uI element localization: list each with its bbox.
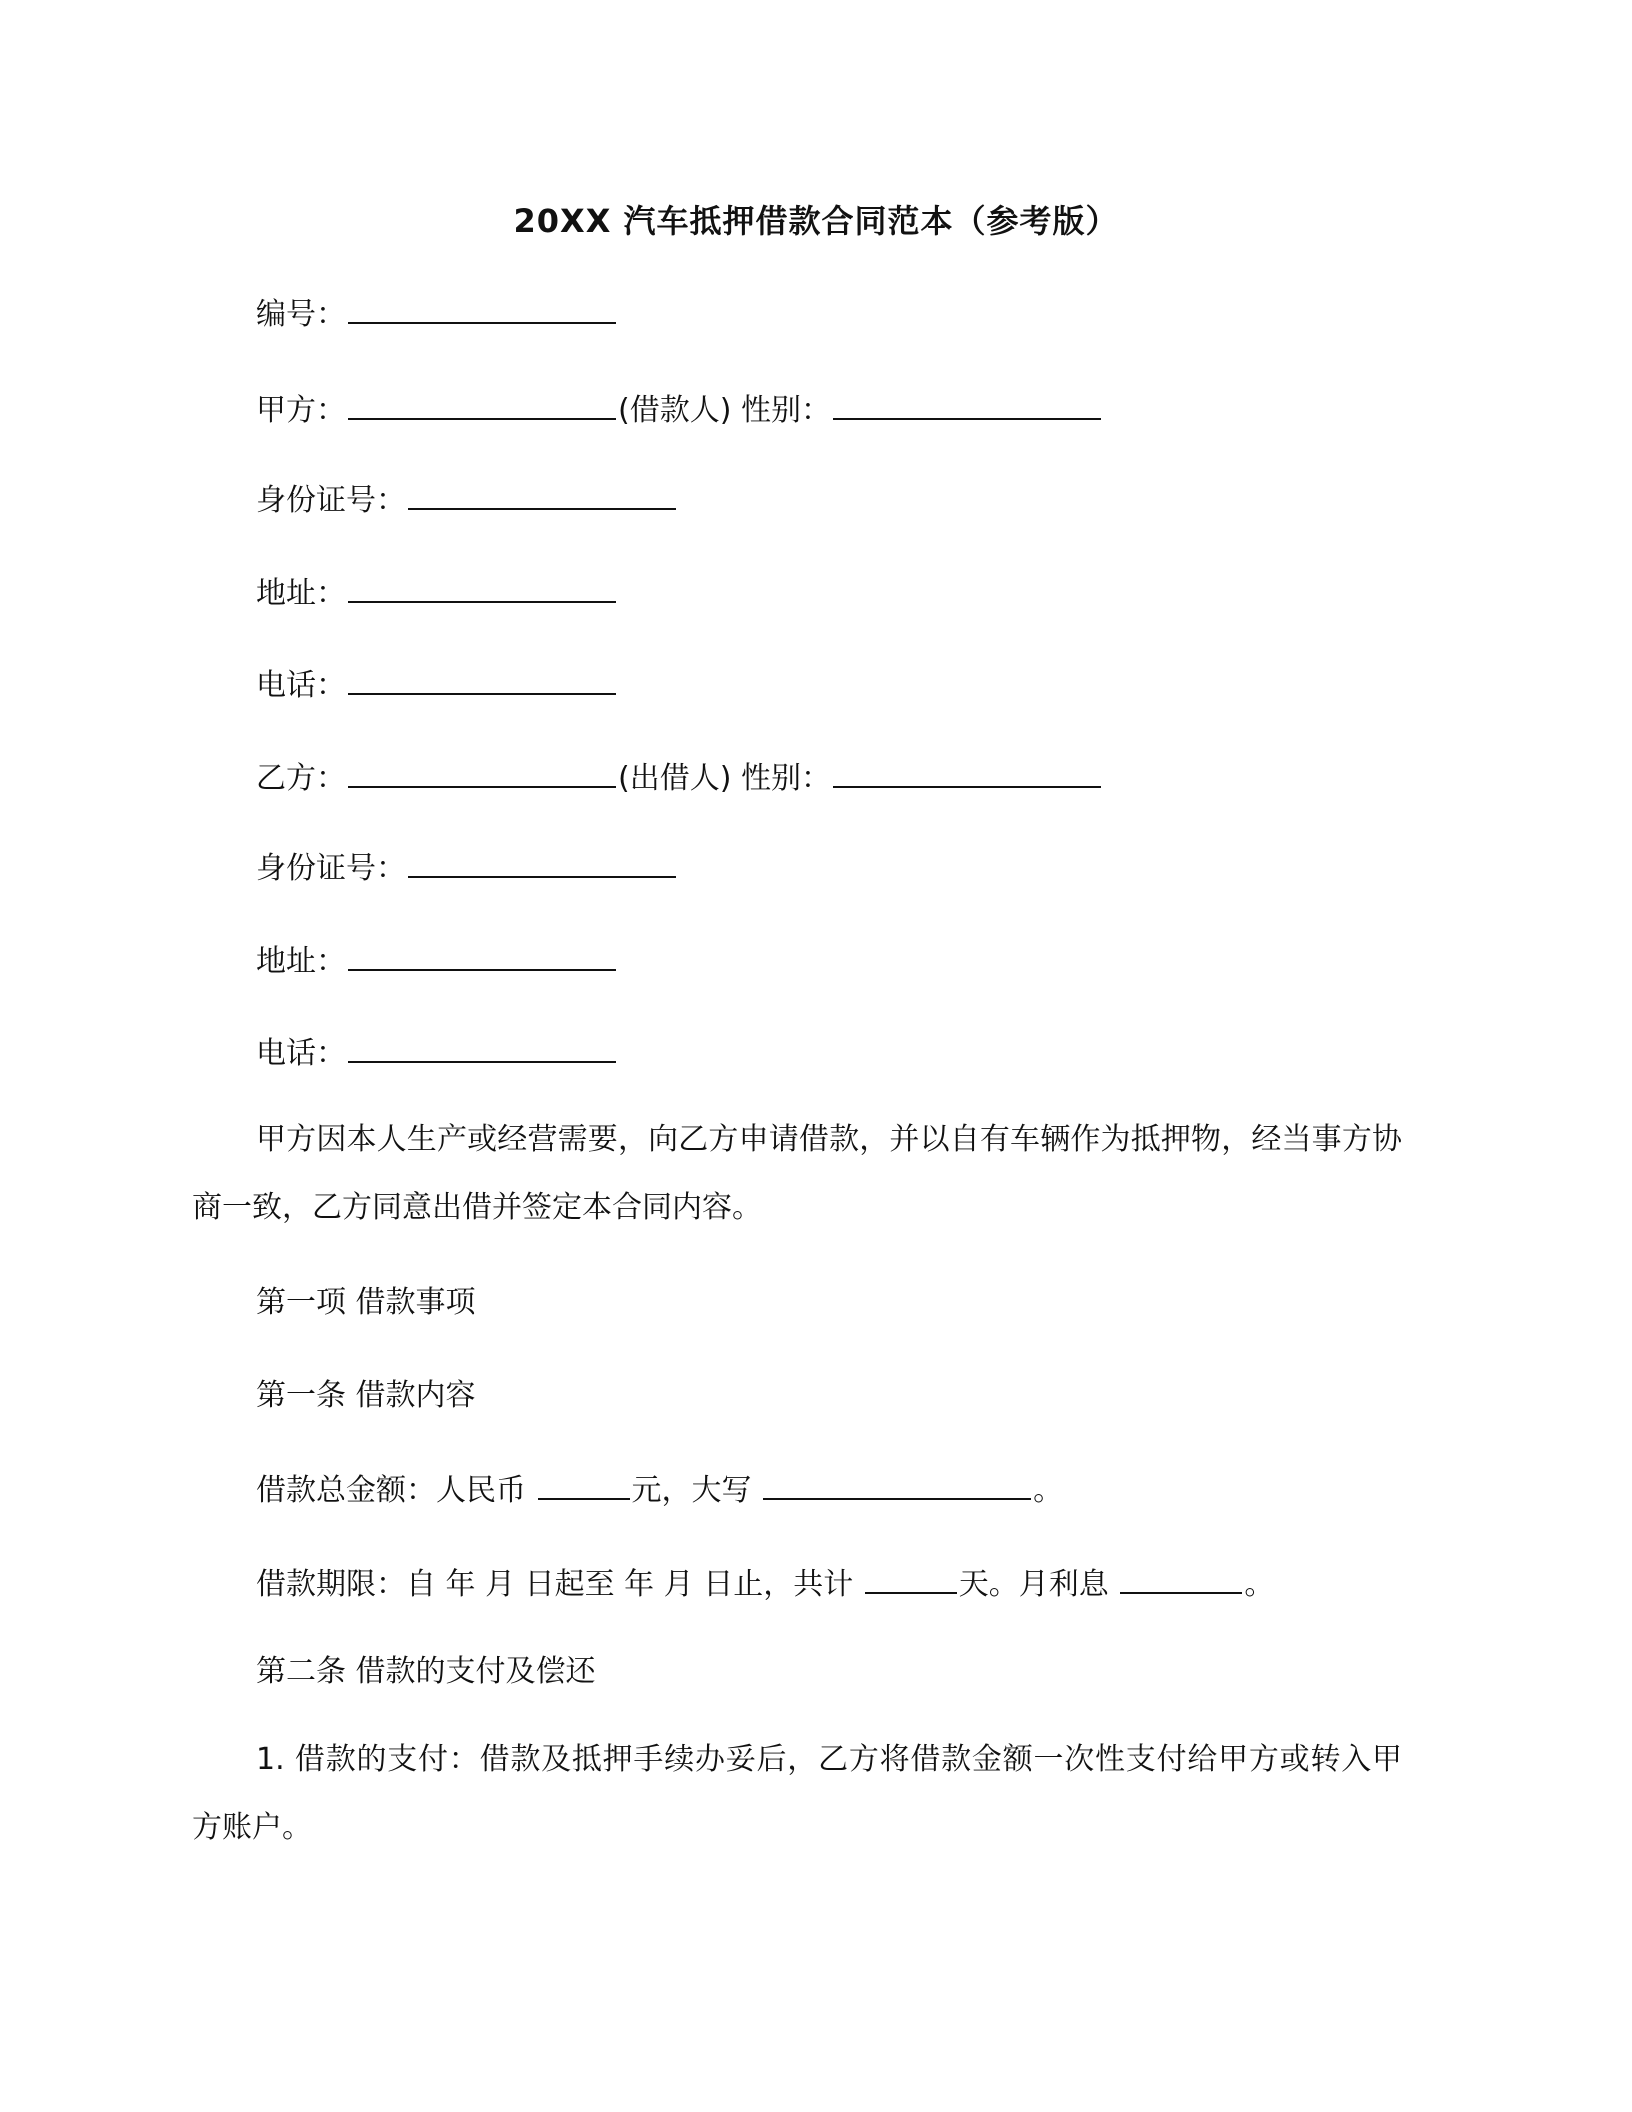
party-a-address-label: 地址： [256,576,346,611]
party-a-id-label: 身份证号： [256,483,406,518]
party-a-phone-blank[interactable] [348,663,616,695]
party-a-role-label: (借款人) 性别： [618,393,831,428]
loan-term-label: 借款期限：自 年 月 日起至 年 月 日止，共计 [256,1567,854,1602]
monthly-interest-label: 天。月利息 [958,1567,1109,1602]
loan-amount-words-blank[interactable] [763,1468,1031,1500]
loan-term-row [256,1562,1274,1605]
section-heading: 第一项 借款事项 [256,1285,476,1320]
party-b-gender-blank[interactable] [833,756,1101,788]
party-b-address-blank[interactable] [348,939,616,971]
contract-number-blank[interactable] [348,292,616,324]
party-b-role-label: (出借人) 性别： [618,761,831,796]
party-b-address-row [256,939,618,982]
loan-amount-unit: 元，大写 [631,1473,752,1508]
party-a-gender-blank[interactable] [833,388,1101,420]
party-b-row [256,756,1103,799]
party-b-name-blank[interactable] [348,756,616,788]
party-a-id-row [256,478,678,521]
party-b-label: 乙方： [256,761,346,796]
loan-amount-label: 借款总金额：人民币 [256,1473,526,1508]
loan-amount-row [256,1468,1063,1511]
party-a-label: 甲方： [256,393,346,428]
loan-days-blank[interactable] [865,1562,957,1594]
party-a-phone-row [256,663,618,706]
party-a-name-blank[interactable] [348,388,616,420]
loan-amount-figure-blank[interactable] [538,1468,630,1500]
party-a-address-row [256,571,618,614]
contract-number-label: 编号： [256,297,346,332]
party-b-phone-row [256,1031,618,1074]
party-b-id-blank[interactable] [408,846,676,878]
article-1-heading: 第一条 借款内容 [256,1378,476,1413]
loan-term-end: 。 [1244,1567,1275,1602]
party-b-id-row [256,846,678,889]
party-b-id-label: 身份证号： [256,851,406,886]
intro-paragraph: 甲方因本人生产或经营需要，向乙方申请借款，并以自有车辆作为抵押物，经当事方协商一致，乙方同意出借并签定本合同内容。 [192,1122,1402,1225]
article-2-heading: 第二条 借款的支付及偿还 [256,1654,596,1689]
party-b-phone-label: 电话： [256,1036,346,1071]
party-a-id-blank[interactable] [408,478,676,510]
party-b-phone-blank[interactable] [348,1031,616,1063]
party-a-row [256,388,1103,431]
monthly-interest-blank[interactable] [1120,1562,1242,1594]
payment-paragraph: 1. 借款的支付：借款及抵押手续办妥后，乙方将借款金额一次性支付给甲方或转入甲方账户。 [192,1742,1402,1845]
party-b-address-label: 地址： [256,944,346,979]
loan-amount-end: 。 [1033,1473,1064,1508]
contract-number-row [256,292,618,335]
party-a-address-blank[interactable] [348,571,616,603]
document-title: 20XX 汽车抵押借款合同范本（参考版） [513,202,1119,240]
party-a-phone-label: 电话： [256,668,346,703]
